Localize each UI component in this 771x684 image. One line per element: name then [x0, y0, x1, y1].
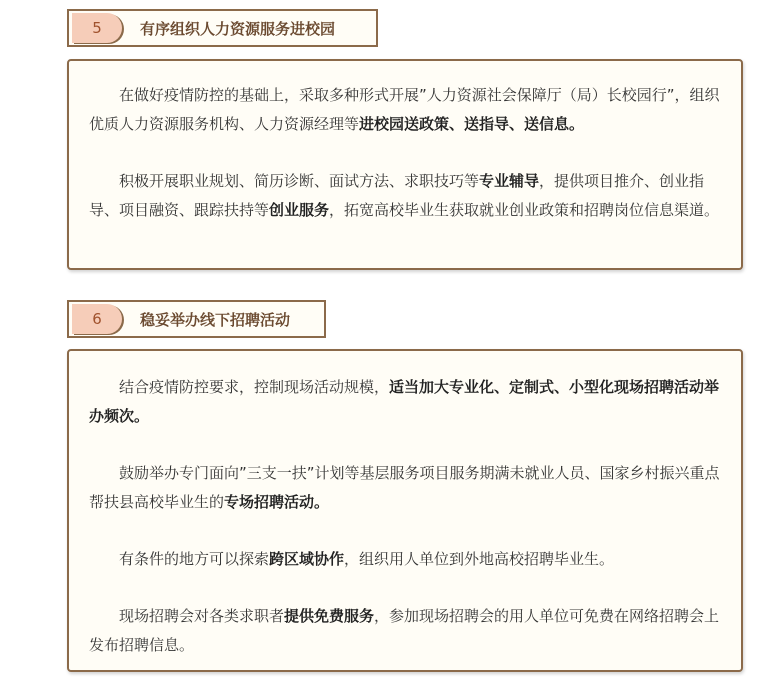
section-5-number-badge: 5 [72, 13, 122, 43]
section-6-title: 稳妥举办线下招聘活动 [140, 310, 291, 329]
section-5-header [67, 9, 378, 47]
section-6-paragraph-3: 有条件的地方可以探索跨区域协作，组织用人单位到外地高校招聘毕业生。 [119, 550, 615, 568]
section-5-title: 有序组织人力资源服务进校园 [140, 19, 336, 38]
section-5-paragraph-1: 在做好疫情防控的基础上，采取多种形式开展”人力资源社会保障厅（局）长校园行”，组织优质人力资源服务机构、人力资源经理等进校园送政策、送指导、送信息。 [89, 86, 720, 133]
section-6-paragraph-4: 现场招聘会对各类求职者提供免费服务，参加现场招聘会的用人单位可免费在网络招聘会上发布招聘信息。 [89, 607, 720, 654]
section-6-content-box [67, 349, 743, 672]
section-5-paragraph-2: 积极开展职业规划、简历诊断、面试方法、求职技巧等专业辅导，提供项目推介、创业指导、项目融资、跟踪扶持等创业服务，拓宽高校毕业生获取就业创业政策和招聘岗位信息渠道。 [89, 172, 720, 219]
section-5-content-box [67, 59, 743, 270]
section-6-paragraph-1: 结合疫情防控要求，控制现场活动规模，适当加大专业化、定制式、小型化现场招聘活动举办频次。 [89, 378, 720, 425]
section-6-paragraph-2: 鼓励举办专门面向”三支一扶”计划等基层服务项目服务期满未就业人员、国家乡村振兴重点帮扶县高校毕业生的专场招聘活动。 [89, 464, 720, 511]
section-6-header [67, 300, 326, 338]
section-6-number-badge: 6 [72, 304, 122, 334]
